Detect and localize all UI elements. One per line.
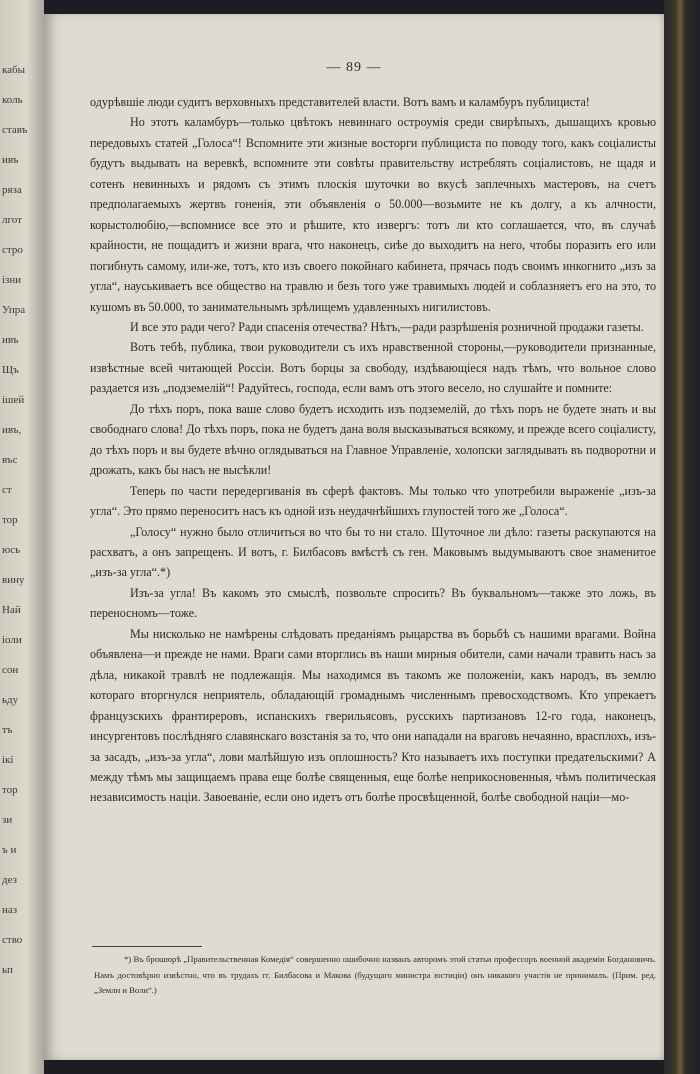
facing-page-fragment: стро	[2, 244, 23, 256]
page-body	[90, 92, 656, 808]
facing-page-fragment: ивъ,	[2, 424, 22, 436]
book-edge	[664, 0, 700, 1074]
facing-page-fragment: Упра	[2, 304, 26, 316]
facing-page-fragment: ство	[2, 934, 23, 946]
facing-page-fragment: Щъ	[2, 364, 19, 376]
paragraph: Но этотъ каламбуръ—только цвѣтокъ невиннаго остроумія среди свирѣпыхъ, дышащихъ кровью передовыхъ статей „Голоса“! Вспомните эти жизные восторги публициста по поводу того, какъ соціалисты будутъ выдывать на веревкѣ, вспомните эти совѣты правительству истреблять соціалистовъ, не щадя и сотенъ невинныхъ и рядомъ съ этимъ плоскія шуточки во вкусѣ заплечныхъ мастеровъ, на счетъ предполагаемыхъ жертвъ гоненія, эти объявленія о 50.000—возьмите не къ долгу, а къ алчности, корыстолюбію,—вспомнисе все это и рѣшите, кто извергъ: тотъ ли кто соглашается, что, въ случаѣ крайности, не пощадитъ и жизни врага, что наконецъ, сиѣе до выходитъ на него, чтобы поразить его или погибнуть самому, или-же, тотъ, кто изъ своего покойнаго кабинета, прячась подъ своимъ инкогнито „изъ за угла“, науськиваетъ все общество на травлю и безъ того уже травимыхъ людей и соблазняетъ его на это, то кушомъ въ 50.000, то занимательнымъ зрѣлищемъ удавленныхъ нигилистовъ.	[90, 115, 656, 314]
facing-page-fragment: тор	[2, 784, 18, 796]
facing-page-fragment: лгот	[2, 214, 22, 226]
facing-page-fragment: зи	[2, 814, 13, 826]
facing-page-fragment: ставъ	[2, 124, 28, 136]
footnote-rule	[92, 946, 202, 947]
facing-page-fragment: ст	[2, 484, 12, 496]
facing-page-fragment: ізни	[2, 274, 22, 286]
facing-page-fragment: ішей	[2, 394, 25, 406]
facing-page-fragment: ьду	[2, 694, 19, 706]
facing-page-fragment: ъ и	[2, 844, 17, 856]
footnote-text: *) Въ брошюрѣ „Правительственная Комедія“ совершенно ошибочно названъ авторомъ этой статьи профессоръ военной академіи Богдановичъ. Намъ достовѣрно извѣстно, что въ трудахъ гг. Билбасова и Макова (будущаго министра юстиціи) онъ никакого участія не принималъ. (Прим. ред. „Земли и Воли“.)	[94, 954, 656, 996]
page-number: — 89 —	[326, 60, 382, 75]
facing-page-fragment: тъ	[2, 724, 13, 736]
facing-page-fragment: дез	[2, 874, 17, 886]
facing-page-fragment: тор	[2, 514, 18, 526]
facing-page-fragment: кабы	[2, 64, 26, 76]
facing-page-fragment: ряза	[2, 184, 22, 196]
paragraph: Мы нисколько не намѣрены слѣдовать преданіямъ рыцарства въ борьбѣ съ нашими врагами. Война объявлена—и прежде не нами. Враги сами вторглись въ наши мирныя обители, сами начали травить насъ за дѣла, никакой травлѣ не подлежащія. Мы находимся въ такомъ же положеніи, какъ народъ, въ землю котораго вторгнулся неприятель, обладающій громаднымъ численнымъ превосходствомъ. Кто упрекаетъ французскихъ франтиреровъ, испанскихъ гверильясовъ, русскихъ партизановъ 12-го года, наконецъ, инсургентовъ послѣдняго славянскаго возстанія за то, что они нападали на враговъ нечаянно, врасплохъ, изъ-за засадъ, „изъ-за угла“, лови малѣйшую изъ оплошность? Кто называетъ ихъ поступки предательскими? А между тѣмъ мы защищаемъ права еще болѣе священныя, еще болѣе неприкосновенныя, чѣмъ политическая независимость націи. Завоеваніе, если оно идетъ отъ болѣе просвѣщенной, болѣе свободной націи—мо-	[90, 626, 656, 805]
paragraph: Теперь по части передергиванія въ сферѣ фактовъ. Мы только что употребили выраженіе „изъ-за угла“. Это прямо переноситъ насъ къ одной изъ неудачнѣйшихъ глупостей того же „Голоса“.	[90, 483, 656, 519]
paragraph: Вотъ тебѣ, публика, твои руководители съ ихъ нравственной стороны,—руководители признанные, извѣстные всей читающей Россіи. Вотъ борцы за свободу, издѣвающіеся надъ тѣмъ, что вольное слово раздается изъ „подземелій“! Радуйтесь, господа, если вамъ отъ этого весело, но слушайте и помните:	[90, 340, 656, 396]
facing-page-fragment: наз	[2, 904, 18, 916]
facing-page-fragment: въс	[2, 454, 18, 466]
facing-page-fragment: сон	[2, 664, 19, 676]
facing-page-fragment: ивъ	[2, 154, 19, 166]
paragraph: „Голосу“ нужно было отличиться во что бы то ни стало. Шуточное ли дѣло: газеты раскупаются на расхватъ, а онъ запрещенъ. И вотъ, г. Билбасовъ вмѣстѣ съ ген. Маковымъ выдумываютъ свое знаменитое „изъ-за угла“.*)	[90, 524, 656, 580]
facing-page-fragment: юсь	[2, 544, 21, 556]
facing-page-fragment: Най	[2, 604, 21, 616]
footnote	[94, 952, 656, 999]
facing-page-fragment: коль	[2, 94, 23, 106]
facing-page-fragment: вину	[2, 574, 25, 586]
facing-page-fragment: ьп	[2, 964, 13, 976]
paragraph: одурѣвшіе люди судитъ верховныхъ представителей власти. Вотъ вамъ и каламбуръ публициста!	[90, 95, 590, 109]
facing-page-fragment: іоли	[2, 634, 22, 646]
paragraph: Изъ-за угла! Въ какомъ это смыслѣ, позвольте спросить? Въ буквальномъ—также это ложь, въ переносномъ—тоже.	[90, 585, 656, 621]
paragraph: До тѣхъ поръ, пока ваше слово будетъ исходить изъ подземелій, до тѣхъ поръ не будете знать и вы свободнаго слова! До тѣхъ поръ, пока не будетъ дана воля высказываться всякому, и прежде всего соціалисту, до тѣхъ поръ и вы будете вѣчно оглядываться на Главное Управленіе, холопски заглядывать въ подворотни и дрожать, какъ бы насъ не высѣкли!	[90, 401, 656, 478]
book-page	[44, 14, 664, 1060]
facing-page-fragment: ивъ	[2, 334, 19, 346]
facing-page	[0, 0, 44, 1074]
paragraph: И все это ради чего? Ради спасенія отечества? Нѣтъ,—ради разрѣшенія розничной продажи газеты.	[130, 319, 644, 334]
facing-page-fragment: ікі	[2, 754, 14, 766]
